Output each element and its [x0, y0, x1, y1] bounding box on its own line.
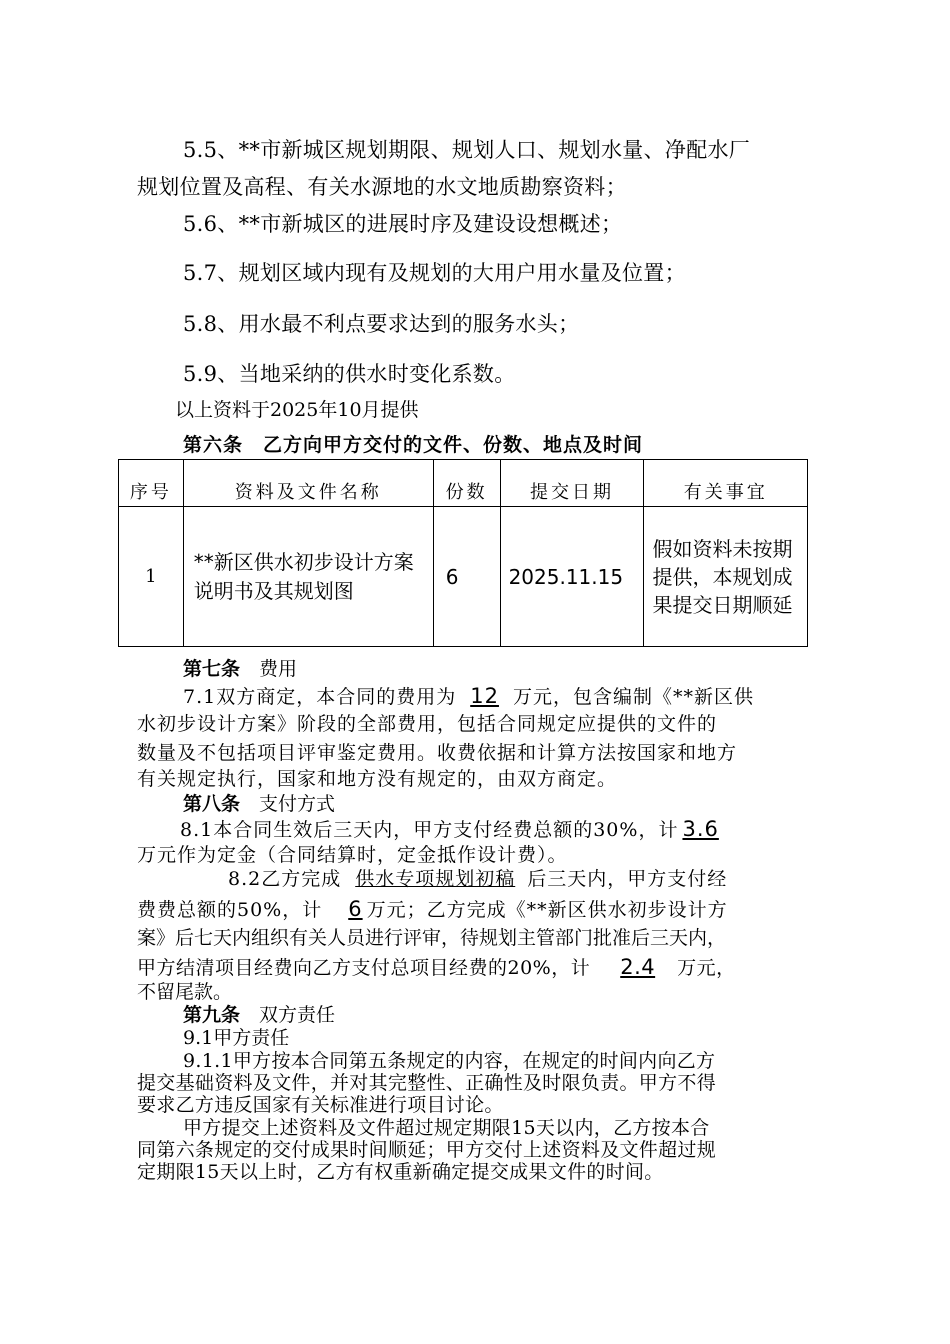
article-8-p3: 8.2乙方完成 供水专项规划初稿 后三天内，甲方支付经 — [228, 868, 728, 890]
table-header-row — [119, 460, 808, 507]
article-6-title: 第六条 乙方向甲方交付的文件、份数、地点及时间 — [183, 434, 644, 456]
article-8-p2: 万元作为定金（合同结算时，定金抵作设计费）。 — [137, 844, 568, 866]
header-no: 序号 — [119, 460, 184, 507]
article-8-heading — [183, 792, 335, 816]
article-8-title-tail: 支付方式 — [240, 793, 336, 815]
item-5-8: 5.8、用水最不利点要求达到的服务水头； — [183, 312, 580, 336]
header-copies: 份数 — [433, 460, 500, 507]
article-9-heading — [183, 1003, 335, 1027]
second-payment-amount: 6 — [348, 897, 363, 921]
article-8-p7: 不留尾款。 — [137, 981, 233, 1003]
item-5-6: 5.6、**市新城区的进展时序及建设设想概述； — [183, 212, 623, 236]
cell-copies: 6 — [445, 564, 459, 589]
article-8-title: 第八条 — [183, 793, 241, 815]
article-7-title-tail: 费用 — [240, 658, 298, 680]
article-8-p1: 8.1本合同生效后三天内，甲方支付经费总额的30%，计 3.6 — [180, 817, 733, 842]
article-9-sub: 9.1甲方责任 — [183, 1027, 290, 1049]
article-7-p1: 7.1双方商定，本合同的费用为 12 万元，包含编制《**新区供 — [183, 684, 754, 708]
item-5-7: 5.7、规划区域内现有及规划的大用户用水量及位置； — [183, 261, 686, 285]
article-9-p5: 同第六条规定的交付成果时间顺延；甲方交付上述资料及文件超过规 — [137, 1139, 717, 1161]
header-name: 资料及文件名称 — [183, 460, 433, 507]
article-9-p1: 9.1.1甲方按本合同第五条规定的内容，在规定的时间内向乙方 — [183, 1050, 716, 1072]
article-8-p5: 案》后七天内组织有关人员进行评审，待规划主管部门批准后三天内， — [137, 927, 727, 949]
deposit-amount: 3.6 — [682, 817, 719, 841]
cell-date: 2025.11.15 — [508, 564, 624, 589]
article-7-title: 第七条 — [183, 658, 241, 680]
item-5-5-line1: 5.5、**市新城区规划期限、规划人口、规划水量、净配水厂 — [183, 138, 751, 162]
cell-no: 1 — [119, 507, 184, 647]
header-notes: 有关事宜 — [644, 460, 808, 507]
article-8-p6: 甲方结清项目经费向乙方支付总项目经费的20%，计 2.4 万元， — [137, 955, 736, 979]
table-row — [119, 507, 808, 647]
article-7-heading — [183, 657, 297, 681]
article-7-p2: 水初步设计方案》阶段的全部费用，包括合同规定应提供的文件的 — [137, 713, 718, 735]
article-9-p6: 定期限15天以上时，乙方有权重新确定提交成果文件的时间。 — [137, 1161, 664, 1183]
article-9-title: 第九条 — [183, 1004, 241, 1026]
cell-name: **新区供水初步设计方案说明书及其规划图 — [193, 549, 414, 603]
supply-note: 以上资料于2025年10月提供 — [175, 399, 419, 421]
final-payment-amount: 2.4 — [620, 955, 656, 979]
fee-amount: 12 — [470, 684, 499, 708]
item-5-9: 5.9、当地采纳的供水时变化系数。 — [183, 362, 516, 386]
article-7-p3: 数量及不包括项目评审鉴定费用。收费依据和计算方法按国家和地方 — [137, 742, 738, 764]
milestone-name: 供水专项规划初稿 — [355, 868, 516, 890]
article-8-p4: 费费总额的50%，计 6 万元；乙方完成《**新区供水初步设计方 — [137, 897, 728, 921]
article-9-p2: 提交基础资料及文件，并对其完整性、正确性及时限负责。甲方不得 — [137, 1072, 717, 1094]
article-9-p4: 甲方提交上述资料及文件超过规定期限15天以内，乙方按本合 — [183, 1117, 710, 1139]
cell-notes: 假如资料未按期提供，本规划成果提交日期顺延 — [652, 536, 793, 617]
article-7-p4: 有关规定执行，国家和地方没有规定的，由双方商定。 — [137, 768, 618, 790]
deliverables-table — [118, 459, 808, 647]
item-5-5-line2: 规划位置及高程、有关水源地的水文地质勘察资料； — [137, 175, 627, 199]
article-9-title-tail: 双方责任 — [240, 1004, 336, 1026]
header-date: 提交日期 — [500, 460, 644, 507]
article-9-p3: 要求乙方违反国家有关标准进行项目讨论。 — [137, 1094, 504, 1116]
